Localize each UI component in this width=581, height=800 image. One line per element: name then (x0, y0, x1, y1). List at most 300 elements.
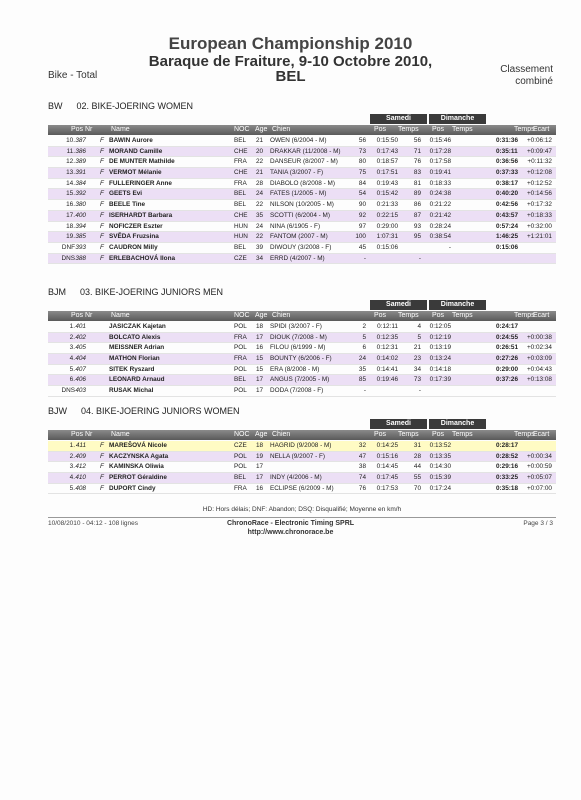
cell-sun-time: 0:24:38 (429, 190, 451, 198)
table-row[interactable] (48, 333, 556, 344)
cell-sex: F (100, 474, 104, 482)
cell-gap: +0:17:32 (526, 201, 552, 209)
footer-url: http://www.chronorace.be (247, 529, 334, 536)
cell-gap: +0:14:56 (526, 190, 552, 198)
cell-age: 24 (256, 222, 264, 230)
cell-sat-pos: 76 (358, 484, 366, 492)
cell-name: RUSAK Michal (109, 387, 154, 395)
table-row[interactable] (48, 232, 556, 243)
cell-sat-pos: 6 (362, 344, 366, 352)
table-row[interactable] (48, 157, 556, 168)
cell-total-time: 0:29:16 (496, 463, 519, 471)
cell-bib: 408 (75, 484, 86, 492)
cell-position: DNS (61, 254, 75, 262)
cell-name: ISERHARDT Barbara (109, 211, 173, 219)
cell-dog: DIWOUY (3/2008 - F) (270, 243, 332, 251)
section-title (48, 406, 240, 416)
cell-position: DNS (61, 387, 75, 395)
cell-age: 22 (256, 158, 264, 166)
table-row[interactable] (48, 254, 556, 265)
table-row[interactable] (48, 189, 556, 200)
column-header-gap[interactable]: Ecart (533, 312, 550, 319)
cell-total-time: 0:15:06 (496, 243, 519, 251)
cell-total-time: 0:36:56 (496, 158, 519, 166)
table-row[interactable] (48, 179, 556, 190)
column-header-pos[interactable]: Pos (71, 312, 84, 319)
cell-dog: DIABOLO (8/2008 - M) (270, 179, 335, 187)
table-row[interactable] (48, 243, 556, 254)
cell-name: MEISSNER Adrian (109, 344, 165, 352)
cell-bib: 400 (75, 211, 86, 219)
cell-age: 35 (256, 211, 264, 219)
cell-dog: DODA (7/2008 - F) (270, 387, 324, 395)
column-header-pos1[interactable]: Pos (374, 312, 387, 319)
cell-sun-time: 0:21:22 (429, 201, 451, 209)
cell-sex: F (100, 254, 104, 262)
cell-total-time: 0:33:25 (496, 474, 519, 482)
cell-age: 17 (256, 387, 264, 395)
cell-sat-time: 0:19:46 (376, 376, 398, 384)
cell-gap: +0:00:59 (526, 463, 552, 471)
cell-sun-time: - (448, 243, 451, 251)
cell-bib: 391 (75, 169, 86, 177)
cell-bib: 389 (75, 158, 86, 166)
cell-total-time: 0:31:36 (496, 137, 519, 144)
column-header-noc[interactable]: NOC (234, 126, 250, 133)
cell-bib: 401 (75, 323, 86, 330)
cell-sat-pos: 5 (362, 333, 366, 341)
column-header-pos[interactable]: Pos (71, 431, 84, 438)
cell-position: 10. (66, 137, 75, 144)
cell-noc: FRA (234, 158, 247, 166)
table-row[interactable] (48, 168, 556, 179)
cell-sun-time: 0:17:58 (429, 158, 451, 166)
cell-name: DUPORT Cindy (109, 484, 156, 492)
cell-name: BEELE Tine (109, 201, 146, 209)
column-header-name[interactable]: Name (111, 126, 130, 133)
column-header-total[interactable]: Temps (514, 312, 535, 319)
cell-age: 17 (256, 333, 264, 341)
cell-position: 4. (69, 474, 75, 482)
cell-noc: FRA (234, 484, 247, 492)
cell-sat-pos: 80 (358, 158, 366, 166)
column-header-age[interactable]: Age (255, 312, 268, 319)
cell-sat-time: 0:12:35 (376, 333, 398, 341)
cell-sex: F (100, 201, 104, 209)
cell-sex: F (100, 222, 104, 230)
column-header-pos2[interactable]: Pos (432, 126, 445, 133)
cell-sun-time: 0:15:39 (429, 474, 451, 482)
cell-dog: DRAKKAR (11/2008 - M) (270, 147, 341, 155)
cell-sun-pos: 56 (413, 137, 421, 144)
cell-position: 17. (66, 211, 75, 219)
cell-position: 18. (66, 222, 75, 230)
cell-sun-pos: 95 (413, 233, 421, 241)
cell-dog: INDY (4/2006 - M) (270, 474, 322, 482)
sunday-header: Dimanche (429, 300, 486, 310)
cell-bib: 411 (75, 442, 86, 449)
cell-sun-pos: 55 (413, 474, 421, 482)
cell-position: 1. (69, 323, 75, 330)
cell-age: 28 (256, 179, 264, 187)
cell-sat-pos: 24 (358, 355, 366, 363)
cell-total-time: 0:27:26 (496, 355, 519, 363)
cell-noc: POL (234, 387, 247, 395)
cell-bib: 385 (75, 233, 86, 241)
cell-sun-pos: 34 (413, 365, 421, 373)
cell-position: 1. (69, 442, 75, 449)
cell-position: 19. (66, 233, 75, 241)
cell-dog: ANGUS (7/2005 - M) (270, 376, 330, 384)
table-row[interactable] (48, 441, 556, 452)
cell-sex: F (100, 484, 104, 492)
cell-bib: 409 (75, 452, 86, 460)
cell-dog: NELLA (9/2007 - F) (270, 452, 326, 460)
cell-sat-pos: 35 (358, 365, 366, 373)
table-row[interactable] (48, 222, 556, 233)
cell-sat-time: 0:29:00 (376, 222, 398, 230)
cell-position: 5. (69, 365, 75, 373)
table-row[interactable] (48, 343, 556, 354)
table-row[interactable] (48, 200, 556, 211)
cell-bib: 402 (75, 333, 86, 341)
cell-sat-time: 0:17:45 (376, 474, 398, 482)
cell-sat-pos: - (363, 387, 366, 395)
cell-bib: 394 (75, 222, 86, 230)
cell-sex: F (100, 442, 104, 449)
cell-gap: +0:12:08 (526, 169, 552, 177)
column-header-dog[interactable]: Chien (272, 431, 291, 438)
cell-bib: 406 (75, 376, 86, 384)
cell-sat-pos: 73 (358, 147, 366, 155)
cell-bib: 410 (75, 474, 86, 482)
cell-sex: F (100, 158, 104, 166)
column-header-gap[interactable]: Ecart (533, 126, 550, 133)
cell-age: 22 (256, 233, 264, 241)
column-header-noc[interactable]: NOC (234, 312, 250, 319)
results-table (48, 136, 556, 264)
cell-noc: POL (234, 463, 247, 471)
saturday-header: Samedi (370, 114, 427, 124)
page-subtitle: Baraque de Fraiture, 9-10 Octobre 2010, (148, 53, 433, 70)
cell-gap: +0:07:00 (526, 484, 552, 492)
cell-sat-time: 0:18:57 (376, 158, 398, 166)
cell-position: 12. (66, 158, 75, 166)
cell-age: 16 (256, 344, 264, 352)
cell-dog: NINA (6/1905 - F) (270, 222, 321, 230)
cell-gap: +0:13:08 (526, 376, 552, 384)
cell-sun-time: 0:18:33 (429, 179, 451, 187)
cell-age: 17 (256, 376, 264, 384)
column-header-time1[interactable]: Temps (398, 126, 419, 133)
cell-total-time: 0:57:24 (496, 222, 519, 230)
table-row[interactable] (48, 322, 556, 333)
cell-gap: +0:12:52 (526, 179, 552, 187)
table-header (48, 125, 556, 135)
cell-sat-time: 0:17:51 (376, 169, 398, 177)
table-row[interactable] (48, 211, 556, 222)
cell-gap: +0:05:07 (526, 474, 552, 482)
cell-bib: 407 (75, 365, 86, 373)
cell-sat-pos: 100 (355, 233, 366, 241)
cell-sun-pos: 4 (417, 323, 421, 330)
cell-sat-pos: 2 (362, 323, 366, 330)
cell-sun-time: 0:12:19 (429, 333, 451, 341)
footer-company: ChronoRace - Electronic Timing SPRL (226, 520, 355, 527)
column-header-name[interactable]: Name (111, 431, 130, 438)
cell-sun-time: 0:12:05 (429, 323, 451, 330)
column-header-gap[interactable]: Ecart (533, 431, 550, 438)
column-header-time1[interactable]: Temps (398, 431, 419, 438)
cell-age: 16 (256, 484, 264, 492)
cell-age: 34 (256, 254, 264, 262)
cell-sat-time: 1:07:31 (376, 233, 398, 241)
cell-gap: +0:04:43 (526, 365, 552, 373)
cell-total-time: 0:35:11 (496, 147, 518, 155)
cell-sex: F (100, 452, 104, 460)
column-header-time2[interactable]: Temps (452, 126, 473, 133)
cell-bib: 403 (75, 387, 86, 395)
cell-noc: BEL (234, 190, 247, 198)
cell-dog: ECLIPSE (6/2009 - M) (270, 484, 334, 492)
cell-dog: SCOTTI (6/2004 - M) (270, 211, 331, 219)
cell-sex: F (100, 169, 104, 177)
cell-gap: +0:00:38 (526, 333, 552, 341)
cell-sun-pos: 70 (413, 484, 421, 492)
cell-noc: CZE (234, 442, 247, 449)
cell-gap: +0:11:32 (527, 158, 552, 166)
cell-sex: F (100, 211, 104, 219)
cell-sat-time: 0:15:42 (376, 190, 398, 198)
cell-sat-time: 0:17:53 (376, 484, 398, 492)
column-header-pos1[interactable]: Pos (374, 431, 387, 438)
cell-position: 14. (66, 179, 75, 187)
table-row[interactable] (48, 354, 556, 365)
cell-sat-time: 0:15:16 (376, 452, 398, 460)
cell-gap: +1:21:01 (526, 233, 552, 241)
cell-name: SITEK Ryszard (109, 365, 155, 373)
column-header-total[interactable]: Temps (514, 126, 535, 133)
cell-sun-time: 0:13:24 (429, 355, 451, 363)
table-row[interactable] (48, 473, 556, 484)
cell-total-time: 0:26:51 (496, 344, 519, 352)
cell-sun-pos: 71 (413, 147, 421, 155)
cell-sun-time: 0:17:28 (429, 147, 451, 155)
cell-noc: CHE (234, 211, 248, 219)
cell-age: 18 (256, 442, 264, 449)
section-code: BW (48, 101, 63, 111)
column-header-nr[interactable]: Nr (85, 431, 93, 438)
cell-bib: 387 (75, 137, 86, 144)
table-row[interactable] (48, 462, 556, 473)
column-header-dog[interactable]: Chien (272, 312, 291, 319)
column-header-pos2[interactable]: Pos (432, 312, 445, 319)
cell-sat-time: 0:12:11 (377, 323, 398, 330)
sunday-header: Dimanche (429, 114, 486, 124)
cell-sat-time: 0:21:33 (376, 201, 398, 209)
cell-total-time: 1:46:25 (496, 233, 519, 241)
column-header-time2[interactable]: Temps (452, 431, 473, 438)
cell-dog: ERRD (4/2007 - M) (270, 254, 325, 262)
footer-page-number: Page 3 / 3 (523, 520, 553, 527)
cell-name: CAUDRON Milly (109, 243, 158, 251)
cell-gap: +0:03:09 (526, 355, 552, 363)
cell-sat-time: 0:14:45 (376, 463, 398, 471)
cell-sun-time: 0:28:24 (429, 222, 451, 230)
cell-name: LEONARD Arnaud (109, 376, 165, 384)
cell-gap: +0:00:34 (526, 452, 552, 460)
cell-sun-time: 0:13:19 (429, 344, 451, 352)
column-header-age[interactable]: Age (255, 126, 268, 133)
cell-bib: 404 (75, 355, 86, 363)
cell-age: 18 (256, 323, 264, 330)
cell-name: BAWIN Aurore (109, 137, 153, 144)
cell-sat-time: 0:17:43 (376, 147, 398, 155)
cell-sun-time: 0:14:30 (429, 463, 451, 471)
cell-sat-time: 0:19:43 (376, 179, 398, 187)
table-header (48, 311, 556, 321)
cell-sex: F (100, 137, 104, 144)
table-row[interactable] (48, 147, 556, 158)
cell-position: 2. (69, 333, 75, 341)
cell-sat-pos: 32 (358, 442, 366, 449)
cell-sat-pos: 56 (358, 137, 366, 144)
column-header-pos[interactable]: Pos (71, 126, 84, 133)
cell-total-time: 0:37:33 (496, 169, 519, 177)
cell-age: 20 (256, 147, 264, 155)
cell-age: 19 (256, 452, 264, 460)
cell-sat-pos: 85 (358, 376, 366, 384)
cell-dog: BOUNTY (6/2006 - F) (270, 355, 332, 363)
table-row[interactable] (48, 136, 556, 147)
cell-sun-pos: 83 (413, 169, 421, 177)
cell-sex: F (100, 190, 104, 198)
table-row[interactable] (48, 484, 556, 495)
cell-bib: 393 (75, 243, 86, 251)
cell-name: PERROT Géraldine (109, 474, 167, 482)
column-header-nr[interactable]: Nr (85, 126, 93, 133)
cell-name: JASICZAK Kajetan (109, 323, 166, 330)
cell-noc: POL (234, 452, 247, 460)
cell-bib: 386 (75, 147, 86, 155)
cell-age: 15 (256, 355, 264, 363)
cell-name: NOFICZER Eszter (109, 222, 163, 230)
column-header-dog[interactable]: Chien (272, 126, 291, 133)
table-row[interactable] (48, 375, 556, 386)
cell-sun-time: 0:17:24 (429, 484, 451, 492)
column-header-age[interactable]: Age (255, 431, 268, 438)
cell-name: GEETS Evi (109, 190, 143, 198)
table-header (48, 430, 556, 440)
cell-sat-pos: 90 (358, 201, 366, 209)
section-name: 03. BIKE-JOERING JUNIORS MEN (80, 287, 224, 297)
cell-age: 39 (256, 243, 264, 251)
cell-age: 21 (256, 137, 264, 144)
cell-sun-pos: 93 (413, 222, 421, 230)
column-header-total[interactable]: Temps (514, 431, 535, 438)
cell-position: 13. (66, 169, 75, 177)
cell-sun-pos: 76 (413, 158, 421, 166)
footer-timestamp: 10/08/2010 - 04:12 - 108 lignes (48, 520, 138, 527)
table-row[interactable] (48, 365, 556, 376)
sunday-header: Dimanche (429, 419, 486, 429)
cell-sat-pos: 54 (358, 190, 366, 198)
cell-sex: F (100, 243, 104, 251)
column-header-nr[interactable]: Nr (85, 312, 93, 319)
cell-total-time: 0:28:17 (496, 442, 519, 449)
table-row[interactable] (48, 452, 556, 463)
cell-noc: BEL (234, 376, 247, 384)
cell-gap: +0:02:34 (526, 344, 552, 352)
table-row[interactable] (48, 386, 556, 397)
cell-sat-time: 0:14:02 (376, 355, 398, 363)
cell-sun-pos: 23 (413, 355, 421, 363)
cell-age: 15 (256, 365, 264, 373)
cell-sat-pos: 74 (358, 474, 366, 482)
cell-noc: BEL (234, 201, 247, 209)
cell-dog: NILSON (10/2005 - M) (270, 201, 334, 209)
cell-age: 17 (256, 463, 264, 471)
cell-position: 6. (69, 376, 75, 384)
cell-sun-pos: 5 (417, 333, 421, 341)
cell-position: DNF (61, 243, 75, 251)
cell-position: 2. (69, 452, 75, 460)
cell-name: MAREŠOVÁ Nicole (109, 442, 167, 449)
cell-gap: +0:18:33 (526, 211, 552, 219)
column-header-name[interactable]: Name (111, 312, 130, 319)
cell-dog: ERA (8/2008 - M) (270, 365, 320, 373)
footer-divider (48, 517, 556, 518)
section-title (48, 287, 223, 297)
cell-name: SVĚDA Fruzsina (109, 233, 159, 241)
cell-sex: F (100, 179, 104, 187)
cell-total-time: 0:24:17 (496, 323, 519, 330)
column-header-pos1[interactable]: Pos (374, 126, 387, 133)
cell-dog: FANTOM (2007 - M) (270, 233, 328, 241)
cell-position: 3. (69, 463, 75, 471)
cell-noc: FRA (234, 355, 247, 363)
column-header-pos2[interactable]: Pos (432, 431, 445, 438)
cell-gap: +0:09:47 (526, 147, 552, 155)
cell-sun-pos: - (418, 387, 421, 395)
section-code: BJM (48, 287, 66, 297)
ranking-label-line2: combiné (515, 76, 553, 87)
cell-position: 15. (66, 190, 75, 198)
column-header-time1[interactable]: Temps (398, 312, 419, 319)
cell-sat-pos: - (363, 254, 366, 262)
cell-sun-pos: 28 (413, 452, 421, 460)
cell-noc: BEL (234, 474, 247, 482)
column-header-noc[interactable]: NOC (234, 431, 250, 438)
cell-age: 22 (256, 201, 264, 209)
cell-dog: FATES (1/2005 - M) (270, 190, 327, 198)
legend-note: HD: Hors délais; DNF: Abandon; DSQ: Disqualifié; Moyenne en km/h (202, 506, 402, 513)
column-header-time2[interactable]: Temps (452, 312, 473, 319)
cell-sun-time: 0:38:54 (429, 233, 451, 241)
section-title (48, 101, 193, 111)
page-country: BEL (275, 68, 306, 85)
cell-total-time: 0:29:00 (496, 365, 519, 373)
cell-sat-time: 0:14:25 (376, 442, 398, 449)
cell-total-time: 0:24:55 (496, 333, 519, 341)
cell-sat-time: 0:14:41 (376, 365, 398, 373)
ranking-label (473, 64, 553, 88)
cell-age: 17 (256, 474, 264, 482)
cell-noc: HUN (234, 222, 248, 230)
cell-total-time: 0:43:57 (496, 211, 519, 219)
cell-bib: 380 (75, 201, 86, 209)
cell-position: 3. (69, 344, 75, 352)
